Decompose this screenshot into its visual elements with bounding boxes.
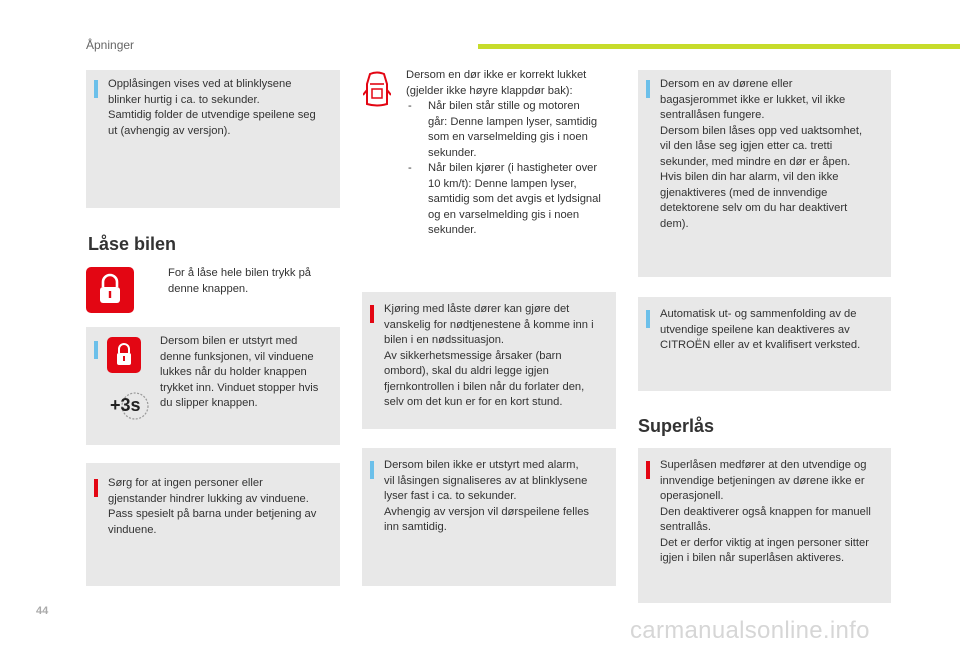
warning-text: Kjøring med låste dører kan gjøre det vanskelig for nødtjenestene å komme inn i bilen i en nødssituasjon. Av sikkerhetsmessige årsaker (barn ombord), skal du aldri legge igjen fjernkontrollen i bilen når du forlater den, selv om det kun er for en kort stund. [384, 303, 594, 408]
warning-box-deadlock [638, 448, 891, 603]
info-box-central-locking [638, 70, 891, 277]
section-title-lock: Låse bilen [88, 234, 177, 254]
padlock-icon [107, 337, 141, 373]
page-number: 44 [36, 605, 49, 617]
info-box-windows [86, 327, 340, 445]
info-icon [94, 80, 98, 98]
info-icon [94, 341, 98, 359]
list-item: - Når bilen står stille og motoren går: Denne lampen lyser, samtidig som en varselmelding gis i noen sekunder. [408, 100, 598, 159]
padlock-icon [86, 267, 134, 313]
warning-text: Superlåsen medfører at den utvendige og innvendige betjeningen av dørene ikke er operasjonell. Den deaktiverer også knappen for manuell sentrallås. Det er derfor viktig at ingen personer sitter igjen i bilen når superlåsen aktiveres. [660, 459, 871, 564]
info-box-no-alarm [362, 448, 616, 586]
info-text: Opplåsingen vises ved at blinklysene blinker hurtig i ca. to sekunder. Samtidig folder de utvendige speilene seg ut (avhengig av versjon). [108, 78, 316, 137]
info-icon [370, 461, 374, 479]
lock-instruction: For å låse hele bilen trykk på denne knappen. [168, 267, 312, 295]
door-open-warning-icon [363, 70, 391, 110]
info-text: Dersom en av dørene eller bagasjerommet ikke er lukket, vil ikke sentrallåsen fungere. Dersom bilen låses opp ved uaktsomhet, vil den låse seg igjen etter ca. tretti sekunder, med mindre en dør er åpen. Hvis bilen din har alarm, vil den ikke gjenaktiveres (med de innvendige detektorene selv om du har deaktivert dem). [660, 78, 863, 230]
warning-icon [94, 479, 98, 497]
info-box-mirrors [638, 297, 891, 391]
info-box-unlock-signal [86, 70, 340, 208]
warning-icon [370, 305, 374, 323]
page-header-title: Åpninger [86, 38, 135, 52]
warning-text: Sørg for at ingen personer eller gjenstander hindrer lukking av vinduene. Pass spesielt på barna under betjening av vinduene. [108, 477, 317, 536]
header-accent-bar [478, 44, 960, 49]
info-text: Automatisk ut- og sammenfolding av de utvendige speilene kan deaktiveres av CITROËN eller av et kvalifisert verksted. [660, 308, 861, 351]
info-text: Dersom bilen ikke er utstyrt med alarm, vil låsingen signaliseres av at blinklysene lyser fast i ca. to sekunder. Avhengig av versjon vil dørspeilene felles inn samtidig. [384, 459, 590, 533]
warning-icon [646, 461, 650, 479]
info-text: Dersom bilen er utstyrt med denne funksjonen, vil vinduene lukkes når du holder knappen trykket inn. Vinduet stopper hvis du slipper knappen. [160, 335, 319, 409]
section-title-deadlock: Superlås [638, 416, 715, 436]
list-item: - Når bilen kjører (i hastigheter over 10 km/t): Denne lampen lyser, samtidig som det avgis et lydsignal og en varselmelding gis i noen sekunder. [408, 162, 601, 236]
hold-3-seconds-icon: +3s [108, 391, 152, 421]
door-warning-text: Dersom en dør ikke er korrekt lukket (gjelder ikke høyre klappdør bak): - Når bilen står stille og motoren går: Denne lampen lyser, samtidig som en varselmelding gis i noen sekunder. - Når bilen kjører (i hastigheter over 10 km/t): Denne lampen lyser, samtidig som det avgis et lydsignal og en varselmelding gis i noen sekunder. [406, 68, 621, 239]
warning-box-locked-doors [362, 292, 616, 429]
info-icon [646, 310, 650, 328]
watermark: carmanualsonline.info [630, 617, 870, 644]
warning-box-windows [86, 463, 340, 586]
lock-button-icon [86, 267, 134, 313]
lock-button-icon [107, 337, 141, 373]
info-icon [646, 80, 650, 98]
